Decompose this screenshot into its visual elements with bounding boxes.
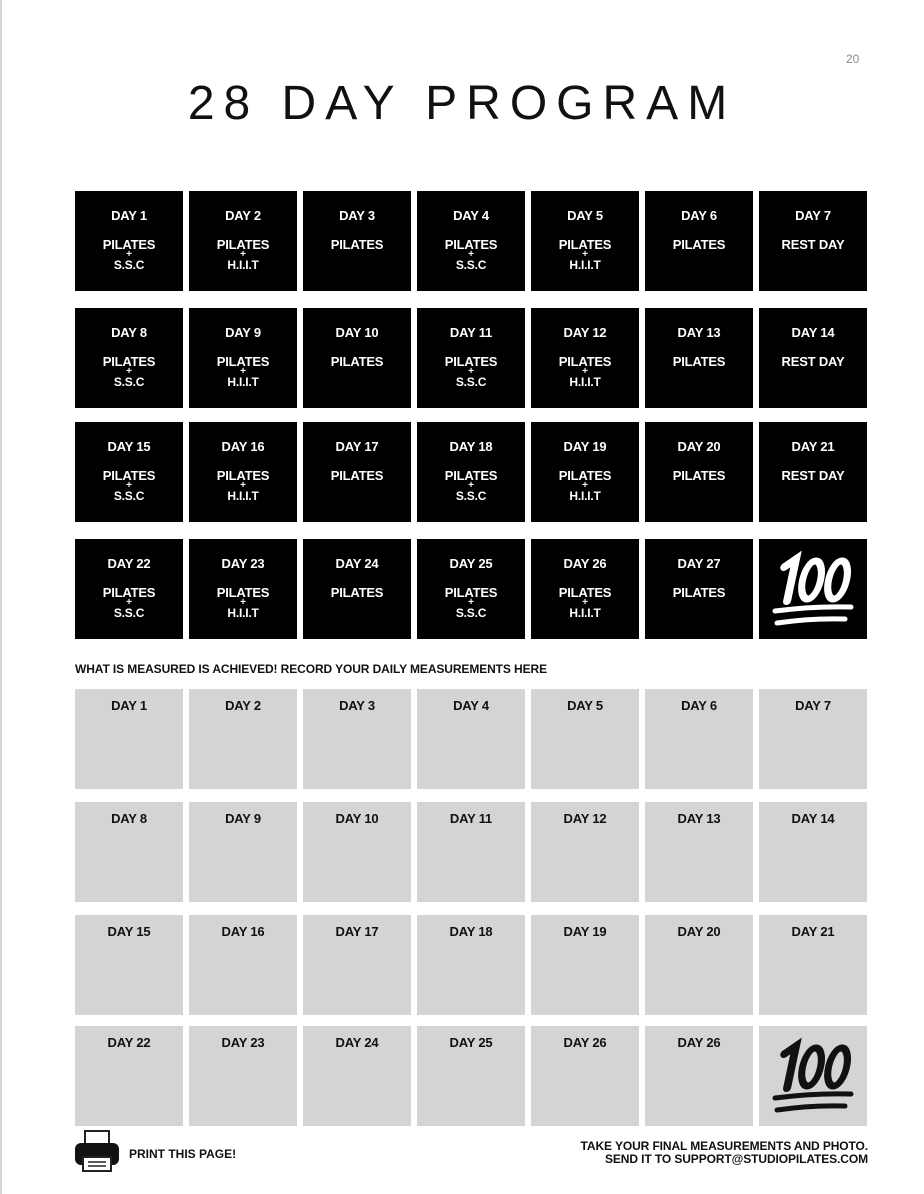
program-extra-activity: H.I.I.T: [227, 258, 259, 272]
measurement-day-cell[interactable]: [759, 1026, 867, 1126]
measurement-day-label: DAY 18: [449, 924, 493, 939]
measurement-day-cell[interactable]: [417, 1026, 525, 1126]
program-day-label: DAY 27: [677, 556, 721, 571]
program-day-cell: [759, 308, 867, 408]
program-extra-activity: S.S.C: [455, 606, 487, 620]
program-day-label: DAY 12: [563, 325, 607, 340]
program-plus: +: [582, 366, 588, 377]
program-day-cell: [189, 539, 297, 639]
measurement-week-row: [75, 1026, 867, 1126]
program-day-label: DAY 6: [681, 208, 717, 223]
program-activity: PILATES: [330, 585, 384, 600]
program-day-cell: [645, 422, 753, 522]
program-day-label: DAY 13: [677, 325, 721, 340]
measurement-day-label: DAY 17: [335, 924, 379, 939]
measurement-day-label: DAY 9: [225, 811, 261, 826]
measurement-day-label: DAY 11: [449, 811, 493, 826]
program-activity: PILATES: [216, 354, 270, 369]
program-week-row: [75, 308, 867, 408]
program-extra-activity: S.S.C: [113, 606, 145, 620]
program-extra-activity: H.I.I.T: [569, 489, 601, 503]
program-activity: REST DAY: [781, 237, 845, 252]
program-extra-activity: H.I.I.T: [227, 375, 259, 389]
measurement-day-label: DAY 2: [225, 698, 261, 713]
program-day-cell: [531, 422, 639, 522]
measurement-day-cell[interactable]: [189, 689, 297, 789]
footer-line-1: TAKE YOUR FINAL MEASUREMENTS AND PHOTO.: [580, 1139, 868, 1153]
measurement-day-cell[interactable]: [75, 689, 183, 789]
program-plus: +: [582, 597, 588, 608]
program-plus: +: [126, 249, 132, 260]
program-day-label: DAY 7: [795, 208, 831, 223]
program-plus: +: [468, 366, 474, 377]
program-plus: +: [582, 249, 588, 260]
measurement-day-cell[interactable]: [417, 689, 525, 789]
program-activity: PILATES: [558, 237, 612, 252]
footer-line-2: SEND IT TO SUPPORT@STUDIOPILATES.COM: [604, 1152, 868, 1166]
program-plus: +: [582, 480, 588, 491]
page-number: 20: [846, 52, 860, 66]
measurement-week-row: [75, 802, 867, 902]
program-day-label: DAY 3: [339, 208, 375, 223]
program-day-cell: [75, 308, 183, 408]
program-day-label: DAY 25: [449, 556, 493, 571]
measurement-day-label: DAY 14: [791, 811, 835, 826]
measurement-week-row: [75, 915, 867, 1015]
program-day-cell: [759, 422, 867, 522]
program-day-cell: [417, 308, 525, 408]
program-day-cell: [303, 539, 411, 639]
measurements-heading: WHAT IS MEASURED IS ACHIEVED! RECORD YOUR DAILY MEASUREMENTS HERE: [75, 662, 547, 676]
program-day-label: DAY 21: [791, 439, 835, 454]
measurement-day-label: DAY 26: [677, 1035, 721, 1050]
program-day-cell: [303, 422, 411, 522]
program-day-label: DAY 24: [335, 556, 379, 571]
program-day-cell: [531, 308, 639, 408]
program-day-label: DAY 20: [677, 439, 721, 454]
measurement-day-cell[interactable]: [531, 689, 639, 789]
program-activity: REST DAY: [781, 468, 845, 483]
measurement-day-label: DAY 6: [681, 698, 717, 713]
program-day-label: DAY 16: [221, 439, 265, 454]
program-activity: PILATES: [672, 468, 726, 483]
hundred-points-icon: [765, 545, 861, 633]
program-day-label: DAY 22: [107, 556, 151, 571]
program-day-label: DAY 5: [567, 208, 603, 223]
program-activity: REST DAY: [781, 354, 845, 369]
program-activity: PILATES: [444, 585, 498, 600]
program-day-label: DAY 18: [449, 439, 493, 454]
measurement-day-cell[interactable]: [759, 802, 867, 902]
program-day-label: DAY 26: [563, 556, 607, 571]
measurement-day-label: DAY 13: [677, 811, 721, 826]
measurement-day-cell[interactable]: [645, 1026, 753, 1126]
program-plus: +: [240, 597, 246, 608]
measurement-day-label: DAY 1: [111, 698, 147, 713]
program-day-cell: [303, 191, 411, 291]
measurement-day-label: DAY 7: [795, 698, 831, 713]
program-plus: +: [240, 366, 246, 377]
program-activity: PILATES: [558, 585, 612, 600]
measurement-day-label: DAY 19: [563, 924, 607, 939]
program-day-label: DAY 1: [111, 208, 147, 223]
measurement-day-cell[interactable]: [303, 1026, 411, 1126]
program-extra-activity: H.I.I.T: [227, 489, 259, 503]
measurement-week-row: [75, 689, 867, 789]
measurement-day-label: DAY 10: [335, 811, 379, 826]
measurement-day-label: DAY 26: [563, 1035, 607, 1050]
program-day-cell: [75, 422, 183, 522]
program-activity: PILATES: [558, 354, 612, 369]
program-activity: PILATES: [216, 237, 270, 252]
program-extra-activity: H.I.I.T: [569, 606, 601, 620]
program-week-row: [75, 422, 867, 522]
program-day-label: DAY 9: [225, 325, 261, 340]
measurement-day-cell[interactable]: [645, 802, 753, 902]
program-week-row: [75, 539, 867, 639]
program-plus: +: [468, 597, 474, 608]
program-day-label: DAY 17: [335, 439, 379, 454]
measurement-day-cell[interactable]: [303, 689, 411, 789]
program-day-label: DAY 8: [111, 325, 147, 340]
program-day-label: DAY 4: [453, 208, 489, 223]
program-day-cell: [531, 539, 639, 639]
measurement-day-cell[interactable]: [645, 689, 753, 789]
program-extra-activity: S.S.C: [113, 489, 145, 503]
page-title: 28 DAY PROGRAM: [187, 77, 737, 130]
program-day-cell: [759, 191, 867, 291]
program-day-cell: [417, 539, 525, 639]
program-activity: PILATES: [672, 237, 726, 252]
measurement-day-cell[interactable]: [303, 915, 411, 1015]
program-day-cell: [645, 539, 753, 639]
program-day-label: DAY 11: [449, 325, 493, 340]
program-activity: PILATES: [444, 468, 498, 483]
program-day-cell: [645, 191, 753, 291]
program-extra-activity: H.I.I.T: [569, 258, 601, 272]
program-activity: PILATES: [558, 468, 612, 483]
measurement-day-cell[interactable]: [189, 1026, 297, 1126]
measurement-day-cell[interactable]: [189, 802, 297, 902]
program-day-cell: [189, 422, 297, 522]
program-day-cell: [303, 308, 411, 408]
program-plus: +: [126, 480, 132, 491]
program-extra-activity: S.S.C: [455, 489, 487, 503]
program-activity: PILATES: [102, 354, 156, 369]
measurement-day-label: DAY 20: [677, 924, 721, 939]
measurement-day-cell[interactable]: [531, 915, 639, 1015]
page-edge-line: [0, 0, 2, 1194]
measurement-day-cell[interactable]: [75, 915, 183, 1015]
program-activity: PILATES: [216, 468, 270, 483]
program-day-cell: [189, 191, 297, 291]
program-extra-activity: H.I.I.T: [227, 606, 259, 620]
program-day-cell: [75, 191, 183, 291]
program-plus: +: [468, 480, 474, 491]
program-day-cell: [531, 191, 639, 291]
program-plus: +: [126, 366, 132, 377]
program-day-label: DAY 2: [225, 208, 261, 223]
measurement-day-label: DAY 23: [221, 1035, 265, 1050]
program-week-row: [75, 191, 867, 291]
program-plus: +: [240, 480, 246, 491]
measurement-day-label: DAY 3: [339, 698, 375, 713]
program-day-label: DAY 15: [107, 439, 151, 454]
program-activity: PILATES: [102, 468, 156, 483]
program-extra-activity: S.S.C: [113, 375, 145, 389]
program-activity: PILATES: [672, 354, 726, 369]
program-plus: +: [240, 249, 246, 260]
program-plus: +: [126, 597, 132, 608]
program-activity: PILATES: [672, 585, 726, 600]
program-day-label: DAY 14: [791, 325, 835, 340]
measurement-day-cell[interactable]: [759, 689, 867, 789]
program-extra-activity: S.S.C: [113, 258, 145, 272]
program-day-label: DAY 10: [335, 325, 379, 340]
measurement-day-label: DAY 25: [449, 1035, 493, 1050]
program-day-cell: [645, 308, 753, 408]
program-day-cell: [189, 308, 297, 408]
print-page-label[interactable]: PRINT THIS PAGE!: [129, 1147, 237, 1161]
measurement-day-label: DAY 22: [107, 1035, 151, 1050]
program-activity: PILATES: [216, 585, 270, 600]
program-extra-activity: S.S.C: [455, 258, 487, 272]
measurement-day-cell[interactable]: [531, 802, 639, 902]
program-activity: PILATES: [330, 468, 384, 483]
program-extra-activity: H.I.I.T: [569, 375, 601, 389]
measurement-day-label: DAY 4: [453, 698, 489, 713]
program-extra-activity: S.S.C: [455, 375, 487, 389]
printer-icon[interactable]: [74, 1130, 120, 1172]
hundred-points-icon: [765, 1032, 861, 1120]
measurement-day-cell[interactable]: [189, 915, 297, 1015]
program-day-cell: [417, 191, 525, 291]
program-day-label: DAY 19: [563, 439, 607, 454]
program-day-cell: [417, 422, 525, 522]
measurement-day-label: DAY 24: [335, 1035, 379, 1050]
measurement-day-cell[interactable]: [75, 802, 183, 902]
measurement-day-cell[interactable]: [645, 915, 753, 1015]
measurement-day-cell[interactable]: [531, 1026, 639, 1126]
measurement-day-cell[interactable]: [417, 802, 525, 902]
program-activity: PILATES: [444, 237, 498, 252]
program-activity: PILATES: [330, 354, 384, 369]
program-activity: PILATES: [444, 354, 498, 369]
measurement-day-label: DAY 8: [111, 811, 147, 826]
program-day-label: DAY 23: [221, 556, 265, 571]
measurement-day-cell[interactable]: [75, 1026, 183, 1126]
program-activity: PILATES: [102, 585, 156, 600]
measurement-day-label: DAY 21: [791, 924, 835, 939]
measurement-day-cell[interactable]: [759, 915, 867, 1015]
footer-instructions: [581, 1140, 868, 1166]
measurement-day-label: DAY 12: [563, 811, 607, 826]
program-activity: PILATES: [330, 237, 384, 252]
program-activity: PILATES: [102, 237, 156, 252]
program-day-cell: [75, 539, 183, 639]
measurement-day-label: DAY 5: [567, 698, 603, 713]
program-plus: +: [468, 249, 474, 260]
measurement-day-label: DAY 16: [221, 924, 265, 939]
measurement-day-cell[interactable]: [303, 802, 411, 902]
measurement-day-cell[interactable]: [417, 915, 525, 1015]
measurement-day-label: DAY 15: [107, 924, 151, 939]
program-day-cell: [759, 539, 867, 639]
